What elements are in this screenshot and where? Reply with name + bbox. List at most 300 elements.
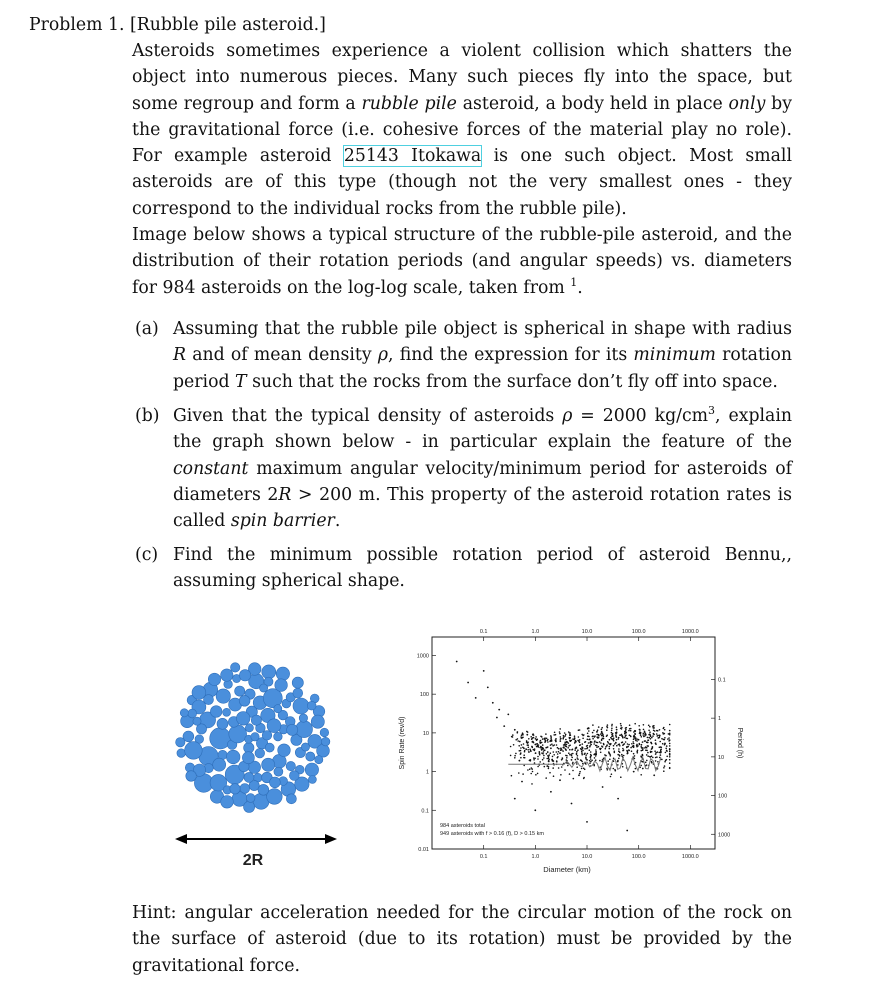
cloud-point [669,759,671,761]
cloud-point [540,740,542,742]
cloud-point [657,735,659,737]
data-point [626,830,628,832]
top-tick-label: 0.1 [479,629,488,635]
cloud-point [559,733,561,735]
cloud-point [620,725,622,727]
cloud-point [663,733,665,735]
cloud-point [527,769,529,771]
top-tick-label: 10.0 [581,629,593,635]
cloud-point [606,735,608,737]
cloud-point [621,754,623,756]
cloud-point [565,742,567,744]
cloud-point [567,747,569,749]
data-point [633,771,635,773]
cloud-point [553,751,555,753]
cloud-point [599,741,601,743]
cloud-point [605,748,607,750]
cloud-point [619,755,621,757]
cloud-point [614,752,616,754]
cloud-point [595,749,597,751]
cloud-point [622,748,624,750]
boulder [242,752,254,764]
image-description-end: . [577,277,583,298]
y2-tick-label: 100 [718,793,728,800]
cloud-point [669,767,671,769]
cloud-point [571,757,573,759]
footnote-marker[interactable]: 1 [570,275,578,289]
cloud-point [582,738,584,740]
boulder [176,738,185,747]
cloud-point [531,783,533,785]
boulder [177,749,186,758]
cloud-point [583,768,585,770]
cloud-point [530,751,532,753]
cloud-point [567,765,569,767]
cloud-point [588,730,590,732]
cloud-point [517,732,519,734]
cloud-point [523,743,525,745]
cloud-point [662,743,664,745]
cloud-point [616,736,618,738]
boulder [188,709,197,718]
data-point [475,697,477,699]
cloud-point [644,747,646,749]
var-R: R [173,345,187,366]
cloud-point [593,730,595,732]
cloud-point [575,759,577,761]
data-point [571,759,573,761]
cloud-point [655,739,657,741]
cloud-point [648,737,650,739]
cloud-point [614,769,616,771]
cloud-point [592,738,594,740]
cloud-point [525,748,527,750]
cloud-point [531,746,533,748]
cloud-point [641,744,643,746]
cloud-point [598,726,600,728]
question-a [135,316,792,395]
cloud-point [510,755,512,757]
cloud-point [564,745,566,747]
cloud-point [644,732,646,734]
cloud-point [652,757,654,759]
data-point [498,709,500,711]
cloud-point [558,751,560,753]
cloud-point [653,727,655,729]
boulder [260,684,268,692]
cloud-point [562,738,564,740]
cloud-point [517,740,519,742]
cloud-point [579,773,581,775]
cloud-point [596,747,598,749]
cloud-point [572,753,574,755]
boulder [311,715,324,728]
data-point [602,786,604,788]
cloud-point [669,756,671,758]
cloud-point [589,746,591,748]
cloud-point [563,736,565,738]
cloud-point [559,728,561,730]
cloud-point [587,733,589,735]
cloud-point [570,734,572,736]
boulder [180,709,188,717]
cloud-point [546,738,548,740]
x-tick-label: 1000.0 [681,854,699,860]
data-point [523,747,525,749]
legend-line-1: 984 asteroids total [440,823,485,829]
cloud-point [645,740,647,742]
cloud-point [600,752,602,754]
boulder [231,663,240,672]
cloud-point [649,756,651,758]
cloud-point [578,736,580,738]
cloud-point [632,741,634,743]
cloud-point [585,763,587,765]
question-b-text-6: . [334,511,341,532]
cloud-point [643,729,645,731]
cloud-point [642,741,644,743]
cloud-point [623,755,625,757]
cloud-point [663,767,665,769]
cloud-point [660,754,662,756]
cloud-point [609,746,611,748]
boulder [321,737,330,746]
data-point [483,670,485,672]
cloud-point [621,742,623,744]
data-point [544,738,546,740]
boulder [246,794,255,803]
question-b-text-3: , explain the graph shown below - in particular explain the feature of the [173,406,792,453]
cloud-point [510,746,512,748]
cloud-point [576,766,578,768]
emphasis-constant: constant [173,458,249,479]
cloud-point [661,738,663,740]
intro-emphasis-rubble-pile: rubble pile [361,93,457,114]
data-point [617,798,619,800]
boulder [240,784,250,794]
data-point [550,791,552,793]
cloud-point [557,756,559,758]
cloud-point [562,750,564,752]
itokawa-link[interactable]: 25143 Itokawa [343,146,482,167]
cloud-point [549,772,551,774]
cloud-point [592,724,594,726]
cloud-point [554,732,556,734]
emphasis-spin-barrier: spin barrier [230,511,335,532]
cloud-point [550,740,552,742]
cloud-point [587,739,589,741]
cloud-point [643,736,645,738]
x-tick-label: 0.1 [479,854,488,860]
cloud-point [558,767,560,769]
data-point [559,752,561,754]
cloud-point [595,759,597,761]
cloud-point [520,757,522,759]
cloud-point [613,745,615,747]
cloud-point [659,729,661,731]
cloud-point [566,757,568,759]
boulder [258,784,269,795]
cloud-point [521,737,523,739]
cloud-point [539,747,541,749]
x-tick-label: 100.0 [631,854,646,860]
cloud-point [534,762,536,764]
boulder [239,670,250,681]
cloud-point [660,750,662,752]
cloud-point [579,729,581,731]
cloud-point [660,749,662,751]
cloud-point [618,748,620,750]
cloud-point [633,753,635,755]
data-point [456,661,458,663]
boulder [235,686,245,696]
boulder [236,712,250,726]
cloud-point [613,748,615,750]
cloud-point [565,749,567,751]
cloud-point [570,740,572,742]
cloud-point [616,739,618,741]
data-point [503,725,505,727]
cloud-point [622,737,624,739]
cloud-point [589,760,591,762]
cloud-point [542,738,544,740]
cloud-point [638,739,640,741]
cloud-point [606,744,608,746]
cloud-point [598,746,600,748]
cloud-point [643,724,645,726]
cloud-point [637,752,639,754]
data-point [496,717,498,719]
cloud-point [583,734,585,736]
cloud-point [584,753,586,755]
cloud-point [619,745,621,747]
boulder [192,686,206,700]
cloud-point [597,734,599,736]
cloud-point [650,738,652,740]
cloud-point [523,765,525,767]
cloud-point [564,732,566,734]
image-description-paragraph [132,222,792,301]
cloud-point [589,749,591,751]
cloud-point [647,755,649,757]
cloud-point [536,739,538,741]
cloud-point [537,745,539,747]
intro-text-4: is one such object. Most small asteroids are of this type (though not the very smallest ones - they correspond to the individual rocks from the rubble pile). [132,146,792,219]
boulder [293,688,303,698]
cloud-point [620,728,622,730]
cloud-point [594,740,596,742]
cloud-point [619,734,621,736]
cloud-point [528,738,530,740]
cloud-point [611,724,613,726]
cloud-point [639,743,641,745]
cloud-point [585,754,587,756]
cloud-point [669,762,671,764]
cloud-point [601,729,603,731]
spin-rate-chart [382,620,762,888]
boulder [185,742,203,760]
cloud-point [636,740,638,742]
cloud-point [531,767,533,769]
cloud-point [560,738,562,740]
data-point [571,803,573,805]
cloud-point [634,733,636,735]
cloud-point [648,730,650,732]
cloud-point [566,741,568,743]
cloud-point [547,741,549,743]
cloud-point [666,756,668,758]
data-point [586,821,588,823]
emphasis-minimum: minimum [633,345,716,366]
cloud-point [666,745,668,747]
cloud-point [545,733,547,735]
cloud-point [609,759,611,761]
cloud-point [547,751,549,753]
cloud-point [649,726,651,728]
cloud-point [601,731,603,733]
boulder [221,669,233,681]
cloud-point [622,750,624,752]
cloud-point [640,765,642,767]
cloud-point [599,760,601,762]
cloud-point [639,731,641,733]
data-point [550,747,552,749]
cloud-point [581,749,583,751]
cloud-point [668,737,670,739]
cloud-point [646,747,648,749]
cloud-point [656,756,658,758]
cloud-point [588,728,590,730]
cloud-point [550,736,552,738]
cloud-point [531,738,533,740]
cloud-point [522,773,524,775]
y-tick-label: 0.1 [421,808,429,815]
cloud-point [633,743,635,745]
cloud-point [579,739,581,741]
cloud-point [555,738,557,740]
cloud-point [664,743,666,745]
cloud-point [607,769,609,771]
cloud-point [598,737,600,739]
cloud-point [601,745,603,747]
cloud-point [645,749,647,751]
cloud-point [574,735,576,737]
cloud-point [590,754,592,756]
cloud-point [593,743,595,745]
var-T: T [235,371,247,392]
cloud-point [650,736,652,738]
boulder [287,724,298,735]
boulder [306,752,315,761]
cloud-point [569,773,571,775]
question-b-text-1: Given that the typical density of asteroids [173,406,563,426]
cloud-point [556,751,558,753]
cloud-point [668,740,670,742]
cloud-point [533,757,535,759]
boulder [251,715,261,725]
cloud-point [572,763,574,765]
cloud-point [579,742,581,744]
cloud-point [572,770,574,772]
cloud-point [655,744,657,746]
cloud-point [611,732,613,734]
data-points [456,661,655,832]
cloud-point [659,735,661,737]
cloud-point [560,748,562,750]
cloud-point [535,774,537,776]
cloud-point [564,744,566,746]
cloud-point [642,754,644,756]
cloud-point [605,755,607,757]
cloud-point [632,746,634,748]
cloud-point [553,754,555,756]
cloud-point [553,760,555,762]
cloud-point [559,731,561,733]
cloud-point [618,737,620,739]
y-tick-label: 100 [419,692,429,699]
cloud-point [518,772,520,774]
cloud-point [608,742,610,744]
boulder [223,708,231,716]
cloud-point [617,754,619,756]
cloud-point [669,748,671,750]
cloud-point [546,747,548,749]
cloud-point [659,747,661,749]
x-tick-label: 10.0 [581,854,593,860]
boulder [245,724,253,732]
cloud-point [607,724,609,726]
cloud-point [528,751,530,753]
question-a-text-2: and of mean density [186,345,378,366]
y2-tick-label: 10 [718,754,725,761]
cloud-point [524,751,526,753]
cloud-point [664,729,666,731]
y-tick-label: 1 [425,769,429,776]
data-point [575,747,577,749]
cloud-point [664,765,666,767]
cloud-point [560,774,562,776]
cloud-point [657,761,659,763]
cloud-point [541,748,543,750]
cloud-point [600,742,602,744]
cloud-point [588,742,590,744]
cloud-point [583,778,585,780]
cloud-point [664,737,666,739]
boulder [262,731,272,741]
cloud-point [643,733,645,735]
question-a-text-1: Assuming that the rubble pile object is spherical in shape with radius [173,319,792,339]
cloud-point [542,753,544,755]
cloud-point [590,742,592,744]
cloud-point [527,741,529,743]
cloud-point [557,753,559,755]
cloud-point [537,773,539,775]
y-axis-label: Spin Rate (rev/d) [399,716,406,770]
image-description-text: Image below shows a typical structure of the rubble-pile asteroid, and the distribution of their rotation periods (and angular speeds) vs. diameters for 984 asteroids on the log-log scale, taken from [132,225,792,298]
cloud-point [630,747,632,749]
data-point [559,779,561,781]
cloud-point [620,723,622,725]
cloud-point [584,748,586,750]
cloud-point [640,755,642,757]
cloud-point [601,735,603,737]
cloud-point [655,760,657,762]
cloud-point [569,732,571,734]
y2-tick-label: 1000 [718,832,731,839]
x-tick-label: 1.0 [531,854,540,860]
cloud-point [606,729,608,731]
cloud-point [660,752,662,754]
